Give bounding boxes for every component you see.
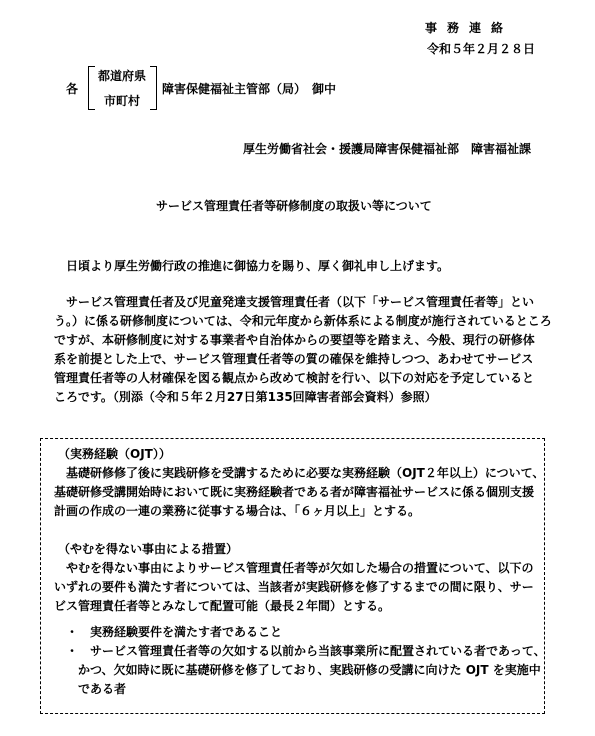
section-unavoidable-heading: （やむを得ない事由による措置）	[58, 542, 239, 556]
bullet-item-continuation: である者	[78, 682, 127, 696]
body-line: ころです。（別添（令和５年２月27日第135回障害者部会資料）参照）	[54, 390, 437, 404]
section-ojt-line: 計画の作成の一連の業務に従事する場合は、「６ヶ月以上」とする。	[54, 504, 421, 518]
section-ojt-line: 基礎研修受講開始時において既に実務経験者である者が障害福祉サービスに係る個別支援	[54, 485, 535, 499]
section-unavoidable-line: いずれの要件も満たす者については、当該者が実践研修を修了するまでの間に限り、サー	[54, 580, 534, 594]
section-unavoidable-line: やむを得ない事由によりサービス管理責任者等が欠如した場合の措置について、以下の	[66, 561, 534, 575]
section-unavoidable-line: ビス管理責任者等とみなして配置可能（最長２年間）とする。	[54, 599, 391, 613]
bullet-item: サービス管理責任者等の欠如する以前から当該事業所に配置されている者であって、	[90, 644, 546, 658]
body-line: 管理責任者等の人材確保を図る観点から改めて検討を行い、以下の対応を予定していると	[54, 371, 535, 385]
bullet-item-continuation: かつ、欠如時に既に基礎研修を修了しており、実践研修の受講に向けた OJT を実施中	[78, 663, 541, 677]
body-line: ですが、本研修制度に対する事業者や自治体からの要望等を踏まえ、今般、現行の研修体	[54, 333, 535, 347]
addressee-option-municipality: 市町村	[104, 94, 141, 108]
addressee-department: 障害保健福祉主管部（局） 御中	[162, 82, 337, 96]
sender: 厚生労働省社会・援護局障害保健福祉部 障害福祉課	[243, 142, 532, 156]
body-paragraph	[54, 294, 552, 404]
section-ojt-line: 基礎研修修了後に実践研修を受講するために必要な実務経験（OJT２年以上）について、	[66, 466, 545, 480]
body-line: 系を前提とした上で、サービス管理責任者等の質の確保を維持しつつ、あわせてサービス	[54, 352, 534, 366]
greeting: 日頃より厚生労働行政の推進に御協力を賜り、厚く御礼申し上げます。	[66, 259, 450, 273]
left-brace	[88, 66, 95, 110]
document-date: 令和５年２月２８日	[427, 42, 536, 56]
addressee-each: 各	[66, 82, 79, 96]
body-line: う。）に係る研修制度については、令和元年度から新体系による制度が施行されているところ	[54, 314, 552, 328]
bullet-marker: ・	[66, 644, 79, 658]
bullet-marker: ・	[66, 625, 79, 639]
document-title: サービス管理責任者等研修制度の取扱い等について	[156, 199, 432, 213]
section-unavoidable	[54, 541, 544, 706]
document-type: 事務連絡	[425, 21, 514, 35]
section-ojt-heading: （実務経験（OJT））	[58, 447, 171, 461]
body-line: サービス管理責任者及び児童発達支援管理責任者（以下「サービス管理責任者等」とい	[66, 295, 535, 309]
addressee-option-prefecture: 都道府県	[98, 69, 147, 83]
bullet-item: 実務経験要件を満たす者であること	[90, 625, 283, 639]
right-brace	[150, 66, 157, 110]
section-ojt	[54, 446, 544, 526]
